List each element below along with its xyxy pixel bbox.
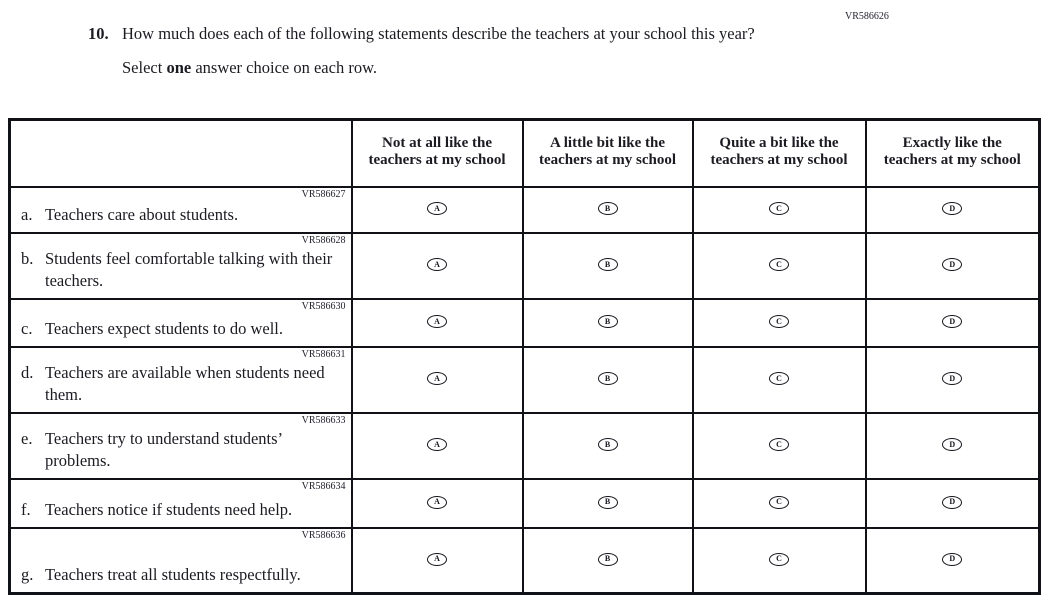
answer-bubble-b[interactable]: B: [598, 496, 618, 509]
header-row: [10, 120, 1040, 187]
option-cell: [352, 187, 523, 233]
answer-bubble-a[interactable]: A: [427, 258, 447, 271]
answer-bubble-a[interactable]: A: [427, 372, 447, 385]
question-code: VR586626: [845, 11, 889, 22]
column-header-quite-a-bit: Quite a bit like the teachers at my school: [693, 120, 866, 187]
option-cell: [352, 347, 523, 413]
statement-letter: b.: [21, 248, 34, 268]
answer-bubble-d[interactable]: D: [942, 553, 962, 566]
column-header-not-at-all: Not at all like the teachers at my school: [352, 120, 523, 187]
statement: [17, 318, 347, 340]
answer-bubble-a[interactable]: A: [427, 496, 447, 509]
row-code: VR586630: [301, 300, 346, 312]
statement-cell: [10, 528, 352, 594]
statement: [17, 362, 347, 406]
option-cell: [352, 479, 523, 528]
statement-letter: e.: [21, 428, 33, 448]
option-cell: [523, 413, 693, 479]
option-cell: [352, 413, 523, 479]
instruction-prefix: Select: [122, 58, 167, 77]
statement-text: Students feel comfortable talking with their teachers.: [45, 248, 333, 290]
row-code: VR586634: [301, 480, 346, 492]
question-instruction: [122, 56, 828, 79]
option-cell: [866, 413, 1040, 479]
answer-bubble-c[interactable]: C: [769, 553, 789, 566]
answer-bubble-c[interactable]: C: [769, 202, 789, 215]
statement-text: Teachers are available when students need them.: [45, 362, 325, 404]
option-cell: [352, 528, 523, 594]
question-text: How much does each of the following statements describe the teachers at your school this year?: [122, 24, 755, 43]
question-number: 10.: [88, 24, 109, 43]
statement: [17, 248, 347, 292]
answer-bubble-d[interactable]: D: [942, 315, 962, 328]
option-cell: [523, 299, 693, 347]
option-cell: [866, 479, 1040, 528]
instruction-bold-word: one: [166, 58, 192, 77]
option-cell: [693, 187, 866, 233]
row-code: VR586633: [301, 414, 346, 426]
statement-text: Teachers expect students to do well.: [45, 318, 284, 338]
statement: [17, 204, 347, 226]
option-cell: [866, 187, 1040, 233]
answer-bubble-b[interactable]: B: [598, 258, 618, 271]
table-row: [10, 479, 1040, 528]
question-block: [88, 22, 828, 79]
answer-bubble-a[interactable]: A: [427, 202, 447, 215]
option-cell: [352, 233, 523, 299]
statement-text: Teachers notice if students need help.: [45, 499, 293, 519]
answer-table: [8, 118, 1041, 595]
statement-text: Teachers try to understand students’ problems.: [45, 428, 282, 470]
statement-letter: c.: [21, 318, 33, 338]
statement: [17, 428, 347, 472]
option-cell: [693, 347, 866, 413]
statement: [17, 499, 347, 521]
statement-cell: [10, 347, 352, 413]
answer-table-body: [10, 187, 1040, 594]
answer-bubble-d[interactable]: D: [942, 438, 962, 451]
answer-table-header: [10, 120, 1040, 187]
option-cell: [866, 347, 1040, 413]
table-row: [10, 299, 1040, 347]
table-row: [10, 233, 1040, 299]
statement-text: Teachers treat all students respectfully.: [45, 565, 301, 584]
option-cell: [693, 413, 866, 479]
option-cell: [523, 233, 693, 299]
instruction-suffix: answer choice on each row.: [191, 58, 378, 77]
table-row: [10, 413, 1040, 479]
option-cell: [693, 528, 866, 594]
option-cell: [523, 528, 693, 594]
table-row: [10, 347, 1040, 413]
statement-letter: a.: [21, 204, 33, 224]
statement-letter: d.: [21, 362, 34, 382]
statement: [17, 564, 347, 586]
option-cell: [693, 299, 866, 347]
answer-bubble-d[interactable]: D: [942, 258, 962, 271]
answer-bubble-c[interactable]: C: [769, 438, 789, 451]
option-cell: [693, 479, 866, 528]
answer-bubble-d[interactable]: D: [942, 496, 962, 509]
table-row: [10, 187, 1040, 233]
answer-bubble-b[interactable]: B: [598, 372, 618, 385]
answer-bubble-b[interactable]: B: [598, 315, 618, 328]
option-cell: [866, 233, 1040, 299]
option-cell: [523, 347, 693, 413]
row-code: VR586636: [301, 529, 346, 541]
answer-bubble-c[interactable]: C: [769, 372, 789, 385]
answer-bubble-c[interactable]: C: [769, 258, 789, 271]
statement-letter: g.: [21, 565, 34, 584]
answer-bubble-a[interactable]: A: [427, 553, 447, 566]
header-empty-cell: [10, 120, 352, 187]
answer-bubble-d[interactable]: D: [942, 202, 962, 215]
option-cell: [693, 233, 866, 299]
option-cell: [866, 528, 1040, 594]
answer-bubble-c[interactable]: C: [769, 315, 789, 328]
answer-bubble-c[interactable]: C: [769, 496, 789, 509]
column-header-a-little-bit: A little bit like the teachers at my school: [523, 120, 693, 187]
option-cell: [523, 479, 693, 528]
column-header-exactly: Exactly like the teachers at my school: [866, 120, 1040, 187]
statement-cell: [10, 299, 352, 347]
statement-cell: [10, 233, 352, 299]
table-row: [10, 528, 1040, 594]
row-code: VR586631: [301, 348, 346, 360]
statement-letter: f.: [21, 499, 31, 519]
option-cell: [866, 299, 1040, 347]
answer-bubble-b[interactable]: B: [598, 202, 618, 215]
option-cell: [352, 299, 523, 347]
statement-text: Teachers care about students.: [45, 204, 239, 224]
option-cell: [523, 187, 693, 233]
statement-cell: [10, 187, 352, 233]
answer-bubble-a[interactable]: A: [427, 315, 447, 328]
question-texts: [122, 22, 828, 79]
row-code: VR586627: [301, 188, 346, 200]
statement-cell: [10, 479, 352, 528]
answer-bubble-a[interactable]: A: [427, 438, 447, 451]
answer-bubble-b[interactable]: B: [598, 553, 618, 566]
answer-bubble-d[interactable]: D: [942, 372, 962, 385]
statement-cell: [10, 413, 352, 479]
row-code: VR586628: [301, 234, 346, 246]
answer-bubble-b[interactable]: B: [598, 438, 618, 451]
